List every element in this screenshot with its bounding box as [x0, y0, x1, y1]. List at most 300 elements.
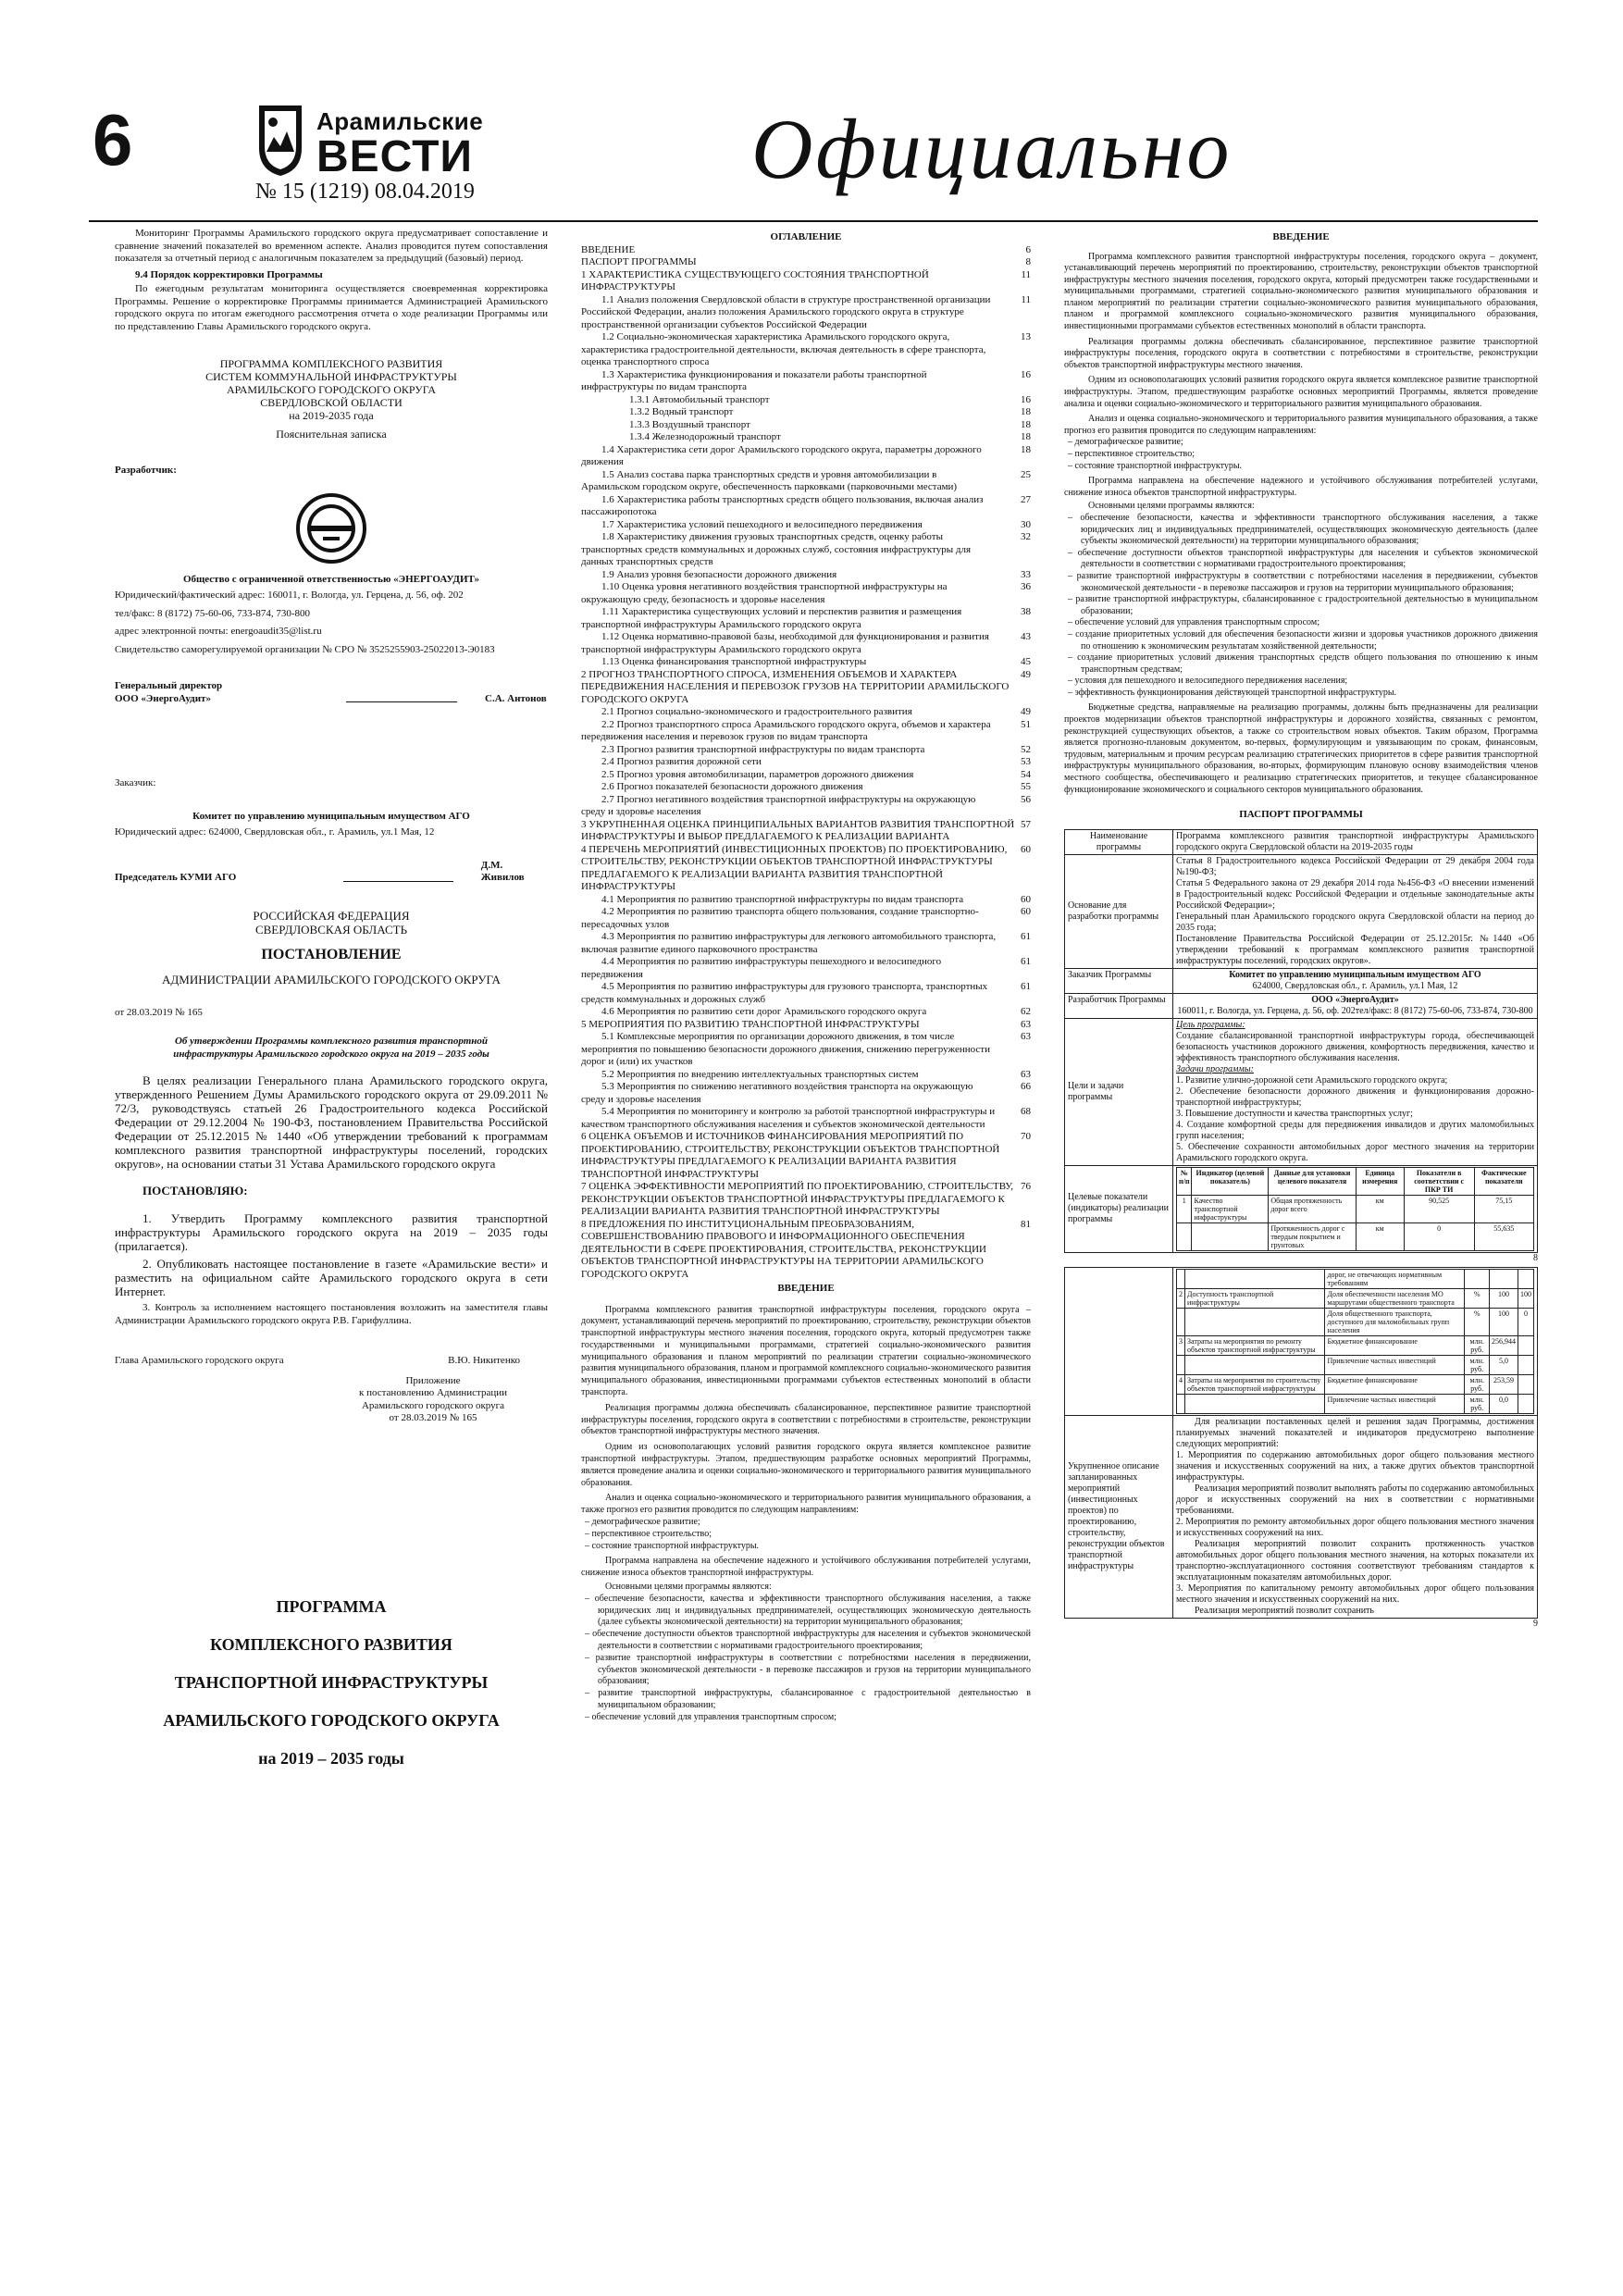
task-item: 1. Развитие улично-дорожной сети Арамильского городского округа;: [1176, 1074, 1448, 1086]
indicator-cell: [1177, 1355, 1185, 1374]
newspaper-logo: [252, 100, 484, 183]
indicator-cell: %: [1465, 1288, 1490, 1308]
toc-entry-page: 11: [1021, 268, 1031, 280]
measures-paragraph: Реализация мероприятий позволит сохранить протяженность участков автомобильных дорог общего пользования местного значения, на которых показатели их транспортно-эксплуатационного состояния соответствуют требованиям стандартов к эксплуатационным показателям автомобильных дорог.: [1176, 1538, 1534, 1582]
indicators-body: [1177, 1269, 1534, 1413]
toc-entry[interactable]: [581, 531, 1031, 569]
developer-address: Юридический/фактический адрес: 160011, г. Вологда, ул. Герцена, д. 56, оф. 202: [115, 590, 464, 601]
indicator-cell: 5,0: [1489, 1355, 1518, 1374]
general-director-label: Генеральный директор: [115, 680, 223, 691]
program-big-title: [115, 1588, 548, 1778]
goals-list: [1064, 513, 1538, 700]
toc-entry-label: 4.5 Мероприятия по развитию инфраструктуры для грузового транспорта, транспортных средств коммунальных и дорожных служб: [581, 981, 988, 1005]
list-item: – состояние транспортной инфраструктуры.: [1081, 461, 1538, 473]
table-row: [1065, 1018, 1538, 1165]
indicator-cell: млн. руб.: [1465, 1355, 1490, 1374]
adjustment-heading: 9.4 Порядок корректировки Программы: [135, 268, 323, 280]
indicator-cell: 90,525: [1404, 1195, 1474, 1222]
passport-value: [1173, 1267, 1538, 1415]
toc-entry[interactable]: [581, 844, 1031, 894]
chairman-name: Д.М. Живилов: [480, 859, 525, 883]
developer-address: 160011, г. Вологда, ул. Герцена, д. 56, оф. 202тел/факс: 8 (8172) 75-60-06, 733-874, 730-800: [1177, 1005, 1533, 1016]
toc-entry-label: 2 ПРОГНОЗ ТРАНСПОРТНОГО СПРОСА, ИЗМЕНЕНИЯ ОБЪЕМОВ И ХАРАКТЕРА ПЕРЕДВИЖЕНИЯ НАСЕЛЕНИЯ И ПЕРЕВОЗОК ГРУЗОВ НА ТЕРРИТОРИИ АРАМИЛЬСКОГО ГОРОДСКОГО ОКРУГА: [581, 668, 1010, 705]
toc-entry[interactable]: [581, 606, 1031, 631]
toc-entry[interactable]: [581, 1069, 1031, 1082]
toc-entry-label: 1.4 Характеристика сети дорог Арамильского городского округа, параметры дорожного движения: [581, 443, 982, 467]
toc-entry-label: 1.13 Оценка финансирования транспортной инфраструктуры: [601, 656, 867, 667]
list-item: – условия для пешеходного и велосипедного передвижения населения;: [1081, 676, 1538, 688]
indicator-cell: %: [1465, 1308, 1490, 1335]
head-name: В.Ю. Никитенко: [448, 1355, 520, 1366]
toc-entry[interactable]: [581, 444, 1031, 469]
table-row: [1177, 1269, 1534, 1288]
region-name: СВЕРДЛОВСКАЯ ОБЛАСТЬ: [254, 922, 408, 937]
toc-entry-label: 2.5 Прогноз уровня автомобилизации, параметров дорожного движения: [601, 768, 914, 780]
developer-value: ООО «ЭнергоАудит»: [1311, 994, 1399, 1005]
list-item: – развитие транспортной инфраструктуры, сбалансированное с градостроительной деятельностью в муниципальном образовании;: [598, 1688, 1031, 1712]
toc-entry-label: 1.12 Оценка нормативно-правовой базы, необходимой для функционирования и развития транспортной инфраструктуры Арамильского городского округа: [581, 631, 989, 655]
program-title-line: на 2019-2035 года: [289, 409, 374, 422]
toc-heading: ОГЛАВЛЕНИЕ: [770, 231, 842, 242]
page-marker: 8: [1533, 1252, 1538, 1263]
head-label: Глава Арамильского городского округа: [115, 1355, 284, 1366]
header-divider: [89, 220, 1538, 222]
table-row: [1065, 1165, 1538, 1252]
toc-entry-label: 2.6 Прогноз показателей безопасности дорожного движения: [601, 781, 863, 792]
indicator-cell: 0: [1404, 1222, 1474, 1250]
toc-entry-label: 4.4 Мероприятия по развитию инфраструктуры пешеходного и велосипедного передвижения: [581, 956, 942, 980]
general-director-company: ООО «ЭнергоАудит»: [115, 692, 211, 704]
toc-entry-page: 27: [1021, 493, 1031, 505]
toc-entry-page: 61: [1021, 931, 1031, 942]
indicator-cell: [1518, 1355, 1533, 1374]
developer-company: Общество с ограниченной ответственностью «ЭНЕРГОАУДИТ»: [182, 573, 480, 585]
country-name: РОССИЙСКАЯ ФЕДЕРАЦИЯ: [253, 908, 410, 923]
toc-entry-label: 1.3.2 Водный транспорт: [629, 406, 734, 417]
intro-paragraph: Реализация программы должна обеспечивать сбалансированное, перспективное развитие транспортной инфраструктуры поселения, городского округа в соответствии с потребностями в строительстве, реконструкции объектов транспортной инфраструктуры местного значения.: [581, 1402, 1031, 1437]
intro-text: [581, 1305, 1031, 1724]
indicator-cell: Общая протяженность дорог всего: [1269, 1195, 1356, 1222]
intro-paragraph: Программа направлена на обеспечение надежного и устойчивого обслуживания потребителей услугами, снижение износа объектов транспортной инфраструктуры.: [581, 1556, 1031, 1579]
passport-label: Цели и задачи программы: [1065, 1018, 1173, 1165]
adjustment-paragraph: По ежегодным результатам мониторинга осуществляется своевременная корректировка Программы. Решение о корректировке Программы принимается Администрацией Арамильского городского округа по итогам ежегодного рассмотрения отчета о ходе реализации Программы или по представлению Главы Арамильского городского округа.: [115, 283, 548, 332]
toc-entry[interactable]: [581, 581, 1031, 606]
list-item: – обеспечение безопасности, качества и эффективности транспортного обслуживания населения, а также юридических лиц и индивидуальных предпринимателей, осуществляющих экономическую деятельность (далее субъекты экономической деятельности) на территории муниципального образования;: [1081, 513, 1538, 548]
list-item: – развитие транспортной инфраструктуры в соответствии с потребностями населения в передвижении, субъектов экономической деятельности - в перевозке пассажиров и грузов на территории муниципального образования;: [598, 1653, 1031, 1688]
developer-label: Разработчик:: [115, 465, 177, 476]
customer-address: Юридический адрес: 624000, Свердловская обл., г. Арамиль, ул.1 Мая, 12: [115, 826, 435, 838]
measures-paragraph: 3. Мероприятия по капитальному ремонту автомобильных дорог общего пользования местного значения и искусственных сооружений на них.: [1176, 1582, 1534, 1605]
passport-label: Разработчик Программы: [1065, 993, 1173, 1018]
list-item: – развитие транспортной инфраструктуры в соответствии с потребностями населения в передвижении, субъектов экономической деятельности - в перевозке пассажиров и грузов на территории муниципального образования;: [1081, 571, 1538, 594]
indicator-cell: 1: [1177, 1195, 1192, 1222]
list-item: – развитие транспортной инфраструктуры, сбалансированное с градостроительной деятельностью в муниципальном образовании;: [1081, 594, 1538, 617]
toc-entry[interactable]: [581, 1106, 1031, 1131]
toc-entry[interactable]: [581, 794, 1031, 819]
energoaudit-logo-icon: [295, 492, 367, 565]
measures-paragraph: 2. Мероприятия по ремонту автомобильных дорог общего пользования местного значения и искусственных сооружений на них.: [1176, 1516, 1534, 1538]
head-signature-row: [115, 1355, 548, 1368]
toc-entry-label: 1 ХАРАКТЕРИСТИКА СУЩЕСТВУЮЩЕГО СОСТОЯНИЯ ТРАНСПОРТНОЙ ИНФРАСТРУКТУРЫ: [581, 268, 929, 292]
column-3: [1064, 231, 1538, 1629]
task-item: 3. Повышение доступности и качества транспортных услуг;: [1176, 1108, 1413, 1119]
indicator-cell: 253,59: [1489, 1374, 1518, 1394]
toc-entry-page: 57: [1021, 818, 1031, 830]
toc-entry-page: 52: [1021, 743, 1031, 755]
basis-line: Статья 5 Федерального закона от 29 декабря 2014 года №456-ФЗ «О внесении изменений в Градостроительный кодекс Российской Федерации и отдельные законодательные акты Российской Федерации»;: [1176, 877, 1534, 911]
toc-entry-label: 1.7 Характеристика условий пешеходного и велосипедного передвижения: [601, 518, 923, 530]
toc-entry[interactable]: [581, 981, 1031, 1006]
toc-entry-page: 62: [1021, 1006, 1031, 1017]
toc-entry[interactable]: [581, 269, 1031, 294]
toc-entry-label: 2.1 Прогноз социально-экономического и градостроительного развития: [601, 706, 912, 717]
toc-entry[interactable]: [581, 956, 1031, 981]
toc-entry-page: 18: [1021, 406, 1031, 417]
toc-entry-label: 2.7 Прогноз негативного воздействия транспортной инфраструктуры на окружающую среду и здоровье населения: [581, 793, 976, 817]
passport-value: [1173, 993, 1538, 1018]
basis-line: Постановление Правительства Российской Федерации от 25.12.2015г. №1440 «Об утверждении требований к программам комплексного развития транспортной инфраструктуры поселений, городских округов».: [1176, 933, 1534, 966]
toc-entry-label: 2.3 Прогноз развития транспортной инфраструктуры по видам транспорта: [601, 743, 925, 755]
intro-paragraph: Анализ и оценка социально-экономического и территориального развития муниципального образования, а также прогноз его развития проводится по следующим направлениям:: [1064, 414, 1538, 436]
indicator-cell: Привлечение частных инвестиций: [1325, 1394, 1465, 1413]
indicators-header-cell: Показатели в соответствии с ПКР ТИ: [1404, 1167, 1474, 1195]
toc-entry[interactable]: [581, 819, 1031, 844]
appendix-line: Арамильского городского округа: [361, 1399, 505, 1411]
toc-entry-label: 1.2 Социально-экономическая характеристика Арамильского городского округа, характеристика градостроительной деятельности, включая деятельность в сфере транспорта, оценка транспортного спроса: [581, 331, 986, 367]
toc-entry[interactable]: [581, 256, 1031, 269]
indicator-cell: Доля обеспеченности населения МО маршрутами общественного транспорта: [1325, 1288, 1465, 1308]
indicator-cell: [1465, 1269, 1490, 1288]
list-item: – перспективное строительство;: [598, 1529, 1031, 1541]
toc-entry[interactable]: [581, 1081, 1031, 1106]
customer-address: 624000, Свердловская обл., г. Арамиль, ул.1 Мая, 12: [1252, 980, 1458, 991]
customer-name: Комитет по управлению муниципальным имуществом АГО: [192, 810, 470, 822]
toc-entry-page: 30: [1021, 518, 1031, 530]
toc-entry-page: 61: [1021, 956, 1031, 967]
toc-entry-label: 1.3.3 Воздушный транспорт: [629, 418, 750, 430]
toc-entry[interactable]: [581, 394, 1031, 407]
list-item: – обеспечение безопасности, качества и эффективности транспортного обслуживания населения, а также юридических лиц и индивидуальных предпринимателей, осуществляющих экономическую деятельность (далее субъекты экономической деятельности) на территории муниципального образования;: [598, 1594, 1031, 1629]
intro-paragraph: Программа направлена на обеспечение надежного и устойчивого обслуживания потребителей услугами, снижение износа объектов транспортной инфраструктуры.: [1064, 476, 1538, 498]
toc-entry-page: 6: [1025, 243, 1031, 255]
toc-entry-page: 18: [1021, 443, 1031, 455]
section-title: Официально: [751, 102, 1233, 196]
toc-entry-page: 60: [1021, 893, 1031, 905]
decree-header: [115, 909, 548, 987]
indicator-cell: [1177, 1308, 1185, 1335]
city-emblem-icon: [252, 102, 309, 178]
toc-entry-page: 18: [1021, 418, 1031, 430]
passport-table: [1064, 829, 1538, 1253]
indicator-cell: [1185, 1269, 1325, 1288]
appendix-block: [318, 1375, 548, 1425]
toc-entry-label: 6 ОЦЕНКА ОБЪЕМОВ И ИСТОЧНИКОВ ФИНАНСИРОВАНИЯ МЕРОПРИЯТИЙ ПО ПРОЕКТИРОВАНИЮ, СТРОИТЕЛЬСТВУ, РЕКОНСТРУКЦИИ ОБЪЕКТОВ ТРАНСПОРТНОЙ ИНФРАСТРУКТУРЫ ПРЕДЛАГАЕМОГО К РЕАЛИЗАЦИИ ВАРИАНТА РАЗВИТИЯ ТРАНСПОРТНОЙ ИНФРАСТРУКТУРЫ: [581, 1131, 1000, 1180]
indicators-header-cell: № п/п: [1177, 1167, 1192, 1195]
indicators-header-cell: Данные для установки целевого показателя: [1269, 1167, 1356, 1195]
toc-entry-label: 5 МЕРОПРИЯТИЯ ПО РАЗВИТИЮ ТРАНСПОРТНОЙ ИНФРАСТРУКТУРЫ: [581, 1018, 920, 1030]
intro-paragraph: Программа комплексного развития транспортной инфраструктуры поселения, городского округа – документ, устанавливающий перечень мероприятий по проектированию, строительству, реконструкции объектов транспортной инфраструктуры местного значения поселения, городского округа, который предусмотрен также государственными и муниципальными программами, стратегией социально-экономического развития муниципального образования и планом мероприятий по реализации стратегии социально-экономического развития муниципального образования, планом и программой комплексного социально-экономического развития муниципального образования, инвестиционными программами субъектов естественных монополий в области транспорта.: [1064, 251, 1538, 332]
administration-name: АДМИНИСТРАЦИИ АРАМИЛЬСКОГО ГОРОДСКОГО ОКРУГА: [162, 972, 501, 987]
passport-value: [1173, 968, 1538, 993]
toc-entry-page: 76: [1021, 1181, 1031, 1192]
indicator-cell: [1177, 1394, 1185, 1413]
toc-entry-page: 53: [1021, 756, 1031, 767]
decree-decides: ПОСТАНОВЛЯЮ:: [142, 1184, 248, 1198]
toc-entry-page: 70: [1021, 1131, 1031, 1142]
toc-entry[interactable]: [581, 1219, 1031, 1282]
toc-entry-label: 1.6 Характеристика работы транспортных средств общего пользования, включая анализ пассажиропотока: [581, 493, 984, 517]
passport-label: Целевые показатели (индикаторы) реализации программы: [1065, 1165, 1173, 1252]
table-row: [1177, 1374, 1534, 1394]
toc-entry[interactable]: [581, 669, 1031, 707]
indicator-cell: [1518, 1394, 1533, 1413]
goals-list: [581, 1594, 1031, 1724]
general-director-name: С.А. Антонов: [485, 692, 547, 704]
indicator-cell: 100: [1489, 1308, 1518, 1335]
toc-entry-page: 81: [1021, 1218, 1031, 1230]
appendix-line: от 28.03.2019 № 165: [389, 1412, 477, 1423]
toc-entry[interactable]: [581, 719, 1031, 744]
signature-line: [343, 881, 453, 882]
toc-entry[interactable]: [581, 419, 1031, 432]
indicator-cell: 75,15: [1474, 1195, 1533, 1222]
indicator-cell: 4: [1177, 1374, 1185, 1394]
goals-title: Цель программы:: [1176, 1019, 1245, 1030]
list-item: – демографическое развитие;: [1081, 437, 1538, 449]
measures-paragraph: Реализация мероприятий позволит сохранить: [1195, 1605, 1374, 1616]
toc-entry[interactable]: [581, 931, 1031, 956]
toc-entry-label: 4.1 Мероприятия по развитию транспортной инфраструктуры по видам транспорта: [601, 893, 964, 905]
customer-label: Заказчик:: [115, 777, 156, 788]
passport-label: Укрупненное описание запланированных мероприятий (инвестиционных проектов) по проектированию, строительству, реконструкции объектов транспортной инфраструктуры: [1065, 1415, 1173, 1618]
passport-table-continued: [1064, 1267, 1538, 1619]
toc-entry-label: 1.11 Характеристика существующих условий и перспектив развития и размещения транспортной инфраструктуры Арамильского городского округа: [581, 606, 962, 630]
energoaudit-logo: [115, 492, 548, 565]
decree-item-3: 3. Контроль за исполнением настоящего постановления возложить на заместителя главы Администрации Арамильского городского округа Р.В. Гарифуллина.: [115, 1302, 548, 1326]
toc-entry-page: 56: [1021, 793, 1031, 805]
measures-paragraph: Для реализации поставленных целей и решения задач Программы, достижения планируемых значений показателей и индикаторов предусмотрено выполнение следующих мероприятий:: [1176, 1416, 1534, 1449]
big-title-line: на 2019 – 2035 годы: [258, 1748, 404, 1768]
toc-entry[interactable]: [581, 519, 1031, 532]
toc-entry-label: 8 ПРЕДЛОЖЕНИЯ ПО ИНСТИТУЦИОНАЛЬНЫМ ПРЕОБРАЗОВАНИЯМ, СОВЕРШЕНСТВОВАНИЮ ПРАВОВОГО И ИНФОРМАЦИОННОГО ОБЕСПЕЧЕНИЯ ДЕЯТЕЛЬНОСТИ В СФЕРЕ ПРОЕКТИРОВАНИЯ, СТРОИТЕЛЬСТВА, РЕКОНСТРУКЦИИ ОБЪЕКТОВ ТРАНСПОРТНОЙ ИНФРАСТРУКТУРЫ НА ТЕРРИТОРИИ АРАМИЛЬСКОГО ГОРОДСКОГО ОКРУГА: [581, 1218, 986, 1280]
decree-intro: В целях реализации Генерального плана Арамильского городского округа, утвержденного Решением Думы Арамильского городского округа от 29.09.2011 № 72/3, руководствуясь статьей 26 Градостроительного кодекса Российской Федерации от 29.12.2004 № 190-ФЗ, постановлением Правительства Российской Федерации от 25.12.2015 № 1440 «Об утверждении требований к программам комплексного развития транспортной инфраструктуры поселений, городских округов», на основании статьи 31 Устава Арамильского городского округа: [115, 1074, 548, 1171]
indicator-cell: [1185, 1308, 1325, 1335]
intro-paragraph: Основными целями программы являются:: [605, 1582, 772, 1593]
indicators-body: [1177, 1195, 1534, 1250]
list-item: – обеспечение условий для управления транспортным спросом;: [598, 1712, 1031, 1724]
toc-entry[interactable]: [581, 756, 1031, 769]
big-title-line: КОМПЛЕКСНОГО РАЗВИТИЯ: [210, 1634, 452, 1654]
indicator-cell: дорог, не отвечающих нормативным требованиям: [1325, 1269, 1465, 1288]
toc-entry-label: 1.10 Оценка уровня негативного воздействия транспортной инфраструктуры на окружающую среду, безопасность и здоровье населения: [581, 581, 948, 605]
table-of-contents: [581, 244, 1031, 1282]
toc-entry[interactable]: [581, 744, 1031, 757]
toc-entry-page: 8: [1025, 256, 1031, 267]
indicator-cell: 100: [1518, 1288, 1533, 1308]
monitoring-paragraph: Мониторинг Программы Арамильского городского округа предусматривает сопоставление и сравнение значений показателей во временном аспекте. Анализ проводится путем сопоставления показателя за отчетный период с аналогичным показателем за предыдущий (базовый) период.: [115, 228, 548, 264]
table-row: [1065, 854, 1538, 968]
toc-entry-label: 1.1 Анализ положения Свердловской области в структуре пространственной организации Российской Федерации, анализ положения Арамильского городского округа в структуре пространственной организации субъектов Российской Федерации: [581, 293, 991, 330]
toc-entry-label: 1.5 Анализ состава парка транспортных средств и уровня автомобилизации в Арамильском городском округе, обеспеченность парковками (парковочными местами): [581, 468, 958, 492]
intro-heading: ВВЕДЕНИЕ: [777, 1283, 835, 1294]
general-director-row: [115, 693, 548, 706]
intro-text-2: [1064, 252, 1538, 797]
toc-entry-page: 36: [1021, 581, 1031, 592]
table-row: [1177, 1335, 1534, 1355]
toc-entry[interactable]: [581, 1031, 1031, 1069]
indicator-cell: Доля общественного транспорта, доступного для маломобильных групп населения: [1325, 1308, 1465, 1335]
logo-top-text: Арамильские: [316, 107, 484, 135]
page-marker: 9: [1533, 1618, 1538, 1629]
toc-entry-label: 5.1 Комплексные мероприятия по организации дорожного движения, в том числе мероприятия по повышению безопасности дорожного движения, снижению перегруженности дорог и (или) их участков: [581, 1031, 990, 1067]
toc-entry[interactable]: [581, 406, 1031, 419]
big-title-line: АРАМИЛЬСКОГО ГОРОДСКОГО ОКРУГА: [163, 1710, 500, 1730]
indicators-table-continued: [1176, 1269, 1534, 1414]
toc-entry-label: 1.3 Характеристика функционирования и показатели работы транспортной инфраструктуры по видам транспорта: [581, 368, 927, 392]
passport-value: Программа комплексного развития транспортной инфраструктуры Арамильского городского округа Свердловской области на 2019-2035 годы: [1173, 829, 1538, 854]
indicator-cell: Привлечение частных инвестиций: [1325, 1355, 1465, 1374]
toc-entry[interactable]: [581, 631, 1031, 656]
indicator-cell: км: [1356, 1222, 1404, 1250]
toc-entry[interactable]: [581, 244, 1031, 257]
toc-entry[interactable]: [581, 331, 1031, 369]
toc-entry-page: 25: [1021, 468, 1031, 480]
toc-entry[interactable]: [581, 569, 1031, 582]
toc-entry[interactable]: [581, 369, 1031, 394]
page-number: 6: [93, 99, 133, 180]
decree-subject: Об утверждении Программы комплексного развития транспортной инфраструктуры Арамильского городского округа на 2019 – 2035 годы: [173, 1036, 489, 1060]
indicator-cell: млн. руб.: [1465, 1374, 1490, 1394]
basis-line: Статья 8 Градостроительного кодекса Российской Федерации от 29 декабря 2004 года №190-ФЗ;: [1176, 855, 1534, 877]
indicator-cell: 3: [1177, 1335, 1185, 1355]
toc-entry[interactable]: [581, 469, 1031, 494]
measures-paragraph: 1. Мероприятия по содержанию автомобильных дорог общего пользования местного значения и искусственных сооружений на них, а также других объектов транспортной инфраструктуры.: [1176, 1449, 1534, 1483]
indicator-cell: 2: [1177, 1288, 1185, 1308]
toc-entry[interactable]: [581, 894, 1031, 907]
indicator-cell: Затраты на мероприятия по строительству объектов транспортной инфраструктуры: [1185, 1374, 1325, 1394]
toc-entry[interactable]: [581, 769, 1031, 782]
passport-label: Наименование программы: [1065, 829, 1173, 854]
indicator-cell: [1185, 1394, 1325, 1413]
toc-entry-label: 1.3.1 Автомобильный транспорт: [629, 393, 770, 405]
toc-entry-page: 13: [1021, 331, 1031, 342]
developer-certificate: Свидетельство саморегулируемой организации № СРО № 3525255903-25022013-Э0183: [115, 643, 495, 655]
toc-entry[interactable]: [581, 431, 1031, 444]
customer-value: Комитет по управлению муниципальным имуществом АГО: [1229, 969, 1481, 980]
toc-entry-label: 1.9 Анализ уровня безопасности дорожного движения: [601, 568, 837, 580]
toc-entry-page: 16: [1021, 393, 1031, 405]
toc-entry-label: 5.2 Мероприятия по внедрению интеллектуальных транспортных систем: [601, 1068, 919, 1080]
decree-date: от 28.03.2019 № 165: [115, 1006, 203, 1018]
toc-entry-label: ВВЕДЕНИЕ: [581, 243, 636, 255]
indicator-cell: [1518, 1335, 1533, 1355]
toc-entry-label: 3 УКРУПНЕННАЯ ОЦЕНКА ПРИНЦИПИАЛЬНЫХ ВАРИАНТОВ РАЗВИТИЯ ТРАНСПОРТНОЙ ИНФРАСТРУКТУРЫ И ВЫБОР ПРЕДЛАГАЕМОГО К РЕАЛИЗАЦИИ ВАРИАНТА: [581, 818, 1015, 842]
directions-list: [581, 1517, 1031, 1552]
program-title-line: АРАМИЛЬСКОГО ГОРОДСКОГО ОКРУГА: [226, 383, 437, 396]
toc-entry[interactable]: [581, 906, 1031, 931]
toc-entry-label: 4.2 Мероприятия по развитию транспорта общего пользования, создание транспортно-пересадочных узлов: [581, 906, 979, 930]
toc-entry-page: 11: [1021, 293, 1031, 305]
toc-entry[interactable]: [581, 781, 1031, 794]
passport-value: [1173, 1165, 1538, 1252]
toc-entry[interactable]: [581, 294, 1031, 332]
toc-entry[interactable]: [581, 1019, 1031, 1032]
table-row: [1177, 1288, 1534, 1308]
toc-entry-label: 2.4 Прогноз развития дорожной сети: [601, 756, 762, 767]
toc-entry[interactable]: [581, 494, 1031, 519]
toc-entry-page: 16: [1021, 368, 1031, 380]
developer-email: адрес электронной почты: energoaudit35@list.ru: [115, 626, 322, 637]
indicator-cell: [1177, 1269, 1185, 1288]
toc-entry-label: 2.2 Прогноз транспортного спроса Арамильского городского округа, объемов и характера передвижения населения и перевозок грузов по видам транспорта: [581, 718, 991, 742]
toc-entry-page: 61: [1021, 981, 1031, 992]
toc-entry[interactable]: [581, 1181, 1031, 1219]
toc-entry-page: 55: [1021, 781, 1031, 792]
chairman-row: [115, 860, 548, 885]
table-row: [1177, 1195, 1534, 1222]
toc-entry-page: 63: [1021, 1018, 1031, 1030]
toc-entry[interactable]: [581, 1131, 1031, 1181]
program-title-block: [115, 357, 548, 441]
table-row: [1065, 829, 1538, 854]
indicator-cell: км: [1356, 1195, 1404, 1222]
toc-entry[interactable]: [581, 1006, 1031, 1019]
decree-item-1: 1. Утвердить Программу комплексного развития транспортной инфраструктуры Арамильского городского округа на 2019 – 2035 годы (прилагается).: [115, 1211, 548, 1253]
toc-entry-page: 33: [1021, 568, 1031, 580]
toc-entry-page: 63: [1021, 1031, 1031, 1042]
directions-list: [1064, 437, 1538, 472]
toc-entry-page: 63: [1021, 1068, 1031, 1080]
basis-line: Генеральный план Арамильского городского округа Свердловской области на период до 2035 года;: [1176, 911, 1534, 933]
passport-label: Заказчик Программы: [1065, 968, 1173, 993]
program-title-line: СВЕРДЛОВСКОЙ ОБЛАСТИ: [260, 396, 403, 409]
appendix-line: к постановлению Администрации: [358, 1387, 508, 1398]
indicator-cell: Качество транспортной инфраструктуры: [1192, 1195, 1269, 1222]
table-row: [1065, 993, 1538, 1018]
program-title-line: СИСТЕМ КОММУНАЛЬНОЙ ИНФРАСТРУКТУРЫ: [205, 370, 457, 383]
column-1: [115, 228, 548, 1778]
intro-paragraph: Реализация программы должна обеспечивать сбалансированное, перспективное развитие транспортной инфраструктуры поселения, городского округа в соответствии с потребностями в строительстве, реконструкции объектов транспортной инфраструктуры местного значения.: [1064, 336, 1538, 370]
toc-entry-page: 66: [1021, 1081, 1031, 1092]
indicator-cell: Затраты на мероприятия по ремонту объектов транспортной инфраструктуры: [1185, 1335, 1325, 1355]
toc-entry-page: 49: [1021, 668, 1031, 680]
indicator-cell: млн. руб.: [1465, 1394, 1490, 1413]
indicator-cell: Бюджетное финансирование: [1325, 1335, 1465, 1355]
indicator-cell: [1489, 1269, 1518, 1288]
toc-entry-page: 54: [1021, 768, 1031, 780]
passport-label: [1065, 1267, 1173, 1415]
intro-paragraph: Одним из основополагающих условий развития городского округа является комплексное развитие транспортной инфраструктуры. Этапом, предшествующим разработке основных мероприятий Программы, является проведение анализа и оценки социально-экономического и территориального развития муниципального образования.: [581, 1442, 1031, 1488]
toc-entry-label: 1.8 Характеристику движения грузовых транспортных средств, оценку работы транспортных средств коммунальных и дорожных служб, состояния инфраструктуры для данных транспортных средств: [581, 531, 972, 567]
signature-line: [346, 701, 457, 702]
intro-paragraph: Основными целями программы являются:: [1088, 501, 1255, 512]
toc-entry-page: 60: [1021, 906, 1031, 917]
table-row: [1065, 1267, 1538, 1415]
intro-paragraph: Программа комплексного развития транспортной инфраструктуры поселения, городского округа – документ, устанавливающий перечень мероприятий по проектированию, строительству, реконструкции объектов транспортной инфраструктуры местного значения поселения, городского округа, который предусмотрен также государственными и муниципальными программами, стратегией социально-экономического развития муниципального образования и планом мероприятий по реализации стратегии социально-экономического развития муниципального образования, планом и программой комплексного социально-экономического развития муниципального образования, инвестиционными программами субъектов естественных монополий в области транспорта.: [581, 1304, 1031, 1398]
list-item: – демографическое развитие;: [598, 1517, 1031, 1529]
toc-entry[interactable]: [581, 656, 1031, 669]
toc-entry[interactable]: [581, 706, 1031, 719]
big-title-line: ПРОГРАММА: [276, 1596, 387, 1616]
toc-entry-page: 32: [1021, 531, 1031, 542]
indicators-header-cell: Фактические показатели: [1474, 1167, 1533, 1195]
task-item: 2. Обеспечение безопасности дорожного движения и функционирования дорожно-транспортной инфраструктуры;: [1176, 1086, 1534, 1108]
task-item: 4. Создание комфортной среды для передвижения инвалидов и других маломобильных групп населения;: [1176, 1119, 1534, 1141]
toc-entry-page: 60: [1021, 843, 1031, 855]
decree-item-2: 2. Опубликовать настоящее постановление в газете «Арамильские вести» и разместить на официальном сайте Арамильского городского округа в сети Интернет.: [115, 1257, 548, 1298]
indicator-cell: [1177, 1222, 1192, 1250]
table-row: [1065, 1415, 1538, 1618]
